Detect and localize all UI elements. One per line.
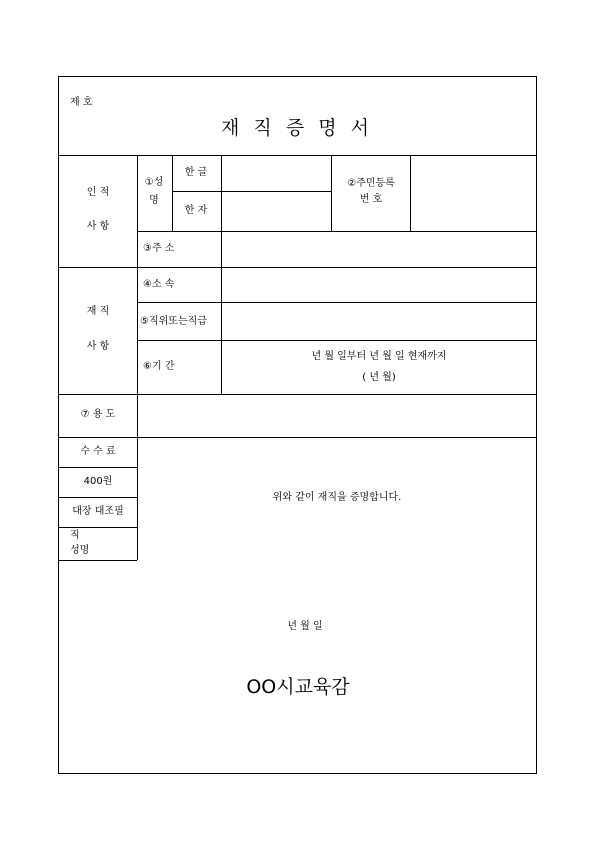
certificate-form-frame <box>58 76 537 774</box>
address-label: ③주 소 <box>143 243 175 254</box>
rule-name-sub <box>172 155 173 231</box>
rule-fee-3 <box>58 527 137 528</box>
certification-statement: 위와 같이 재직을 증명합니다. <box>272 492 402 503</box>
period-duration: ( 년 월) <box>362 372 396 383</box>
position-label: ⑤직위또는직급 <box>140 316 207 327</box>
personal-section-label-2: 사 항 <box>86 221 110 232</box>
rule-above-fee <box>58 437 537 438</box>
rule-rrn-left <box>331 155 332 231</box>
employment-section-label-2: 사 항 <box>86 341 110 352</box>
rrn-label-1: ②주민등록 <box>347 178 395 189</box>
document-number-label: 제 호 <box>70 97 93 108</box>
issuer-name: OO시교육감 <box>246 676 350 698</box>
issue-date-line: 년 월 일 <box>287 621 323 632</box>
rule-above-employment <box>58 267 537 268</box>
hanja-label: 한 자 <box>184 205 208 216</box>
purpose-label: ⑦ 용 도 <box>80 409 116 420</box>
official-name-label: 성명 <box>70 545 90 556</box>
period-range: 년 월 일부터 년 월 일 현재까지 <box>311 351 447 362</box>
period-label: ⑥기 간 <box>143 361 175 372</box>
name-label-1: ①성 <box>144 177 164 188</box>
rule-value-column <box>221 155 222 394</box>
rule-fee-4 <box>58 560 137 561</box>
ledger-verified-label: 대장 대조필 <box>72 506 124 517</box>
rule-above-position <box>137 302 537 303</box>
document-title: 재 직 증 명 서 <box>221 117 373 139</box>
rule-name-split <box>172 191 331 192</box>
rule-under-title <box>58 155 537 156</box>
department-label: ④소 속 <box>143 279 175 290</box>
rule-fee-2 <box>58 497 137 498</box>
personal-section-label-1: 인 적 <box>86 187 110 198</box>
rule-above-purpose <box>58 394 537 395</box>
fee-amount: 400원 <box>83 476 113 487</box>
fee-label: 수 수 료 <box>80 446 116 457</box>
official-title-label: 직 <box>70 530 80 541</box>
rule-rrn-right <box>410 155 411 231</box>
rule-above-period <box>137 340 537 341</box>
rule-label-column <box>137 155 138 560</box>
rule-above-address <box>137 231 537 232</box>
rule-fee-1 <box>58 467 137 468</box>
rrn-label-2: 번 호 <box>359 194 383 205</box>
name-label-2: 명 <box>149 195 159 206</box>
employment-section-label-1: 재 직 <box>86 306 110 317</box>
hangul-label: 한 글 <box>184 167 208 178</box>
